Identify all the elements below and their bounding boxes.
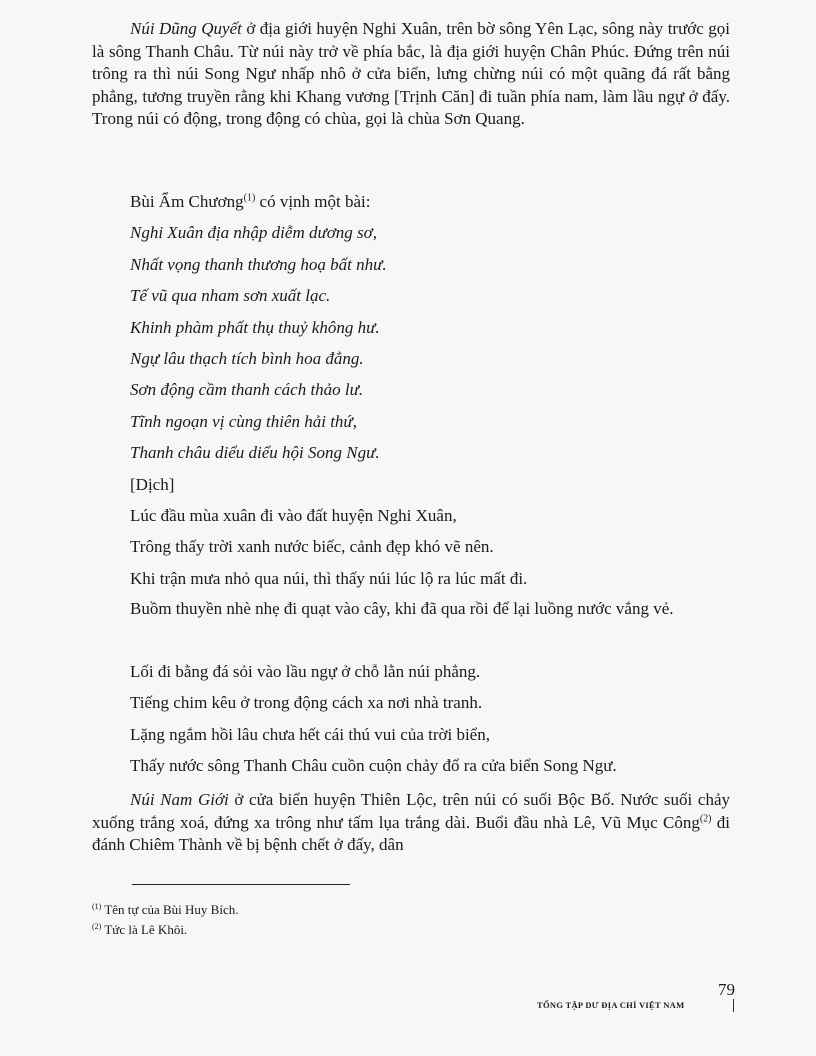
translation-line: Tiếng chim kêu ở trong động cách xa nơi nhà tranh. <box>130 693 483 713</box>
poem-intro: Bùi Ẩm Chương$^{(1)}$ có vịnh một bài: <box>130 192 371 211</box>
poem-line: Nhất vọng thanh thương hoạ bất như. <box>130 254 387 274</box>
translation-rest <box>92 656 730 782</box>
translation-line: Lặng ngắm hồi lâu chưa hết cái thú vui của trời biển, <box>130 724 490 744</box>
poem-line: Khinh phàm phất thụ thuỷ không hư. <box>130 317 380 337</box>
translation-heading: [Dịch] <box>130 474 175 494</box>
translation-wrapped-line <box>92 598 730 621</box>
footnote-ref: (2) <box>699 812 712 824</box>
translation-line: Trông thấy trời xanh nước biếc, cảnh đẹp khó vẽ nên. <box>130 537 494 557</box>
translation-line: Khi trận mưa nhỏ qua núi, thì thấy núi lúc lộ ra lúc mất đi. <box>130 568 528 588</box>
translation-line: Lúc đầu mùa xuân đi vào đất huyện Nghi Xuân, <box>130 505 457 525</box>
paragraph-nui-nam-gioi <box>92 789 730 857</box>
place-name: Núi Nam Giới <box>130 790 229 809</box>
paragraph-body <box>92 18 730 131</box>
page-number: 79 <box>718 980 735 999</box>
footnote-1: $^{(1)}$ Tên tự của Bùi Huy Bích. <box>92 901 239 917</box>
translation-line: Thấy nước sông Thanh Châu cuồn cuộn chảy đổ ra cửa biển Song Ngư. <box>130 756 617 776</box>
footnote-2: $^{(2)}$ Tức là Lê Khôi. <box>92 921 188 937</box>
poem-line: Thanh châu diểu diểu hội Song Ngư. <box>130 443 380 463</box>
poem-section <box>92 186 730 594</box>
poem-line: Ngự lâu thạch tích bình hoa đẳng. <box>130 348 364 368</box>
paragraph-nui-dung-quyet <box>92 18 730 131</box>
footer-divider <box>733 999 734 1012</box>
poem-line: Tĩnh ngoạn vị cùng thiên hải thứ, <box>130 411 357 431</box>
paragraph-text: ở địa giới huyện Nghi Xuân, trên bờ sông Yên Lạc, sông này trước gọi là sông Thanh Châu. Từ núi này trở về phía bắc, là địa giới huyện Chân Phúc. Đứng trên núi trông ra thì núi Song Ngư nhấp nhô ở cửa biển, lưng chừng núi có một quãng đá rất bằng phẳng, tương truyền rằng khi Khang vương [Trịnh Căn] đi tuần phía nam, làm lầu ngự ở đấy. Trong núi có động, trong động có chùa, gọi là chùa Sơn Quang. <box>92 19 731 128</box>
footnote-divider <box>132 884 350 885</box>
translation-line: Buồm thuyền nhè nhẹ đi quạt vào cây, khi đã qua rồi để lại luồng nước vắng vẻ. <box>130 599 674 618</box>
poem-line: Sơn động cầm thanh cách thảo lư. <box>130 380 364 400</box>
footnote-ref: (1) <box>243 192 256 204</box>
poem-line: Nghi Xuân địa nhập diễm dương sơ, <box>130 223 377 243</box>
translation-line: Lối đi bằng đá sỏi vào lầu ngự ở chỗ lằn núi phẳng. <box>130 662 481 681</box>
running-footer: TỔNG TẬP DƯ ĐỊA CHÍ VIỆT NAM <box>537 1000 685 1010</box>
poem-line: Tế vũ qua nham sơn xuất lạc. <box>130 286 331 306</box>
paragraph-body: Núi Nam Giới ở cửa biển huyện Thiên Lộc, trên núi có suối Bộc Bố. Nước suối chảy xuống trắng xoá, đứng xa trông như tấm lụa trắng dài. Buổi đầu nhà Lê, Vũ Mục Công$^{(2)}$ đi đánh Chiêm Thành về bị bệnh chết ở đấy, dân <box>92 790 731 854</box>
place-name: Núi Dũng Quyết <box>130 19 242 38</box>
